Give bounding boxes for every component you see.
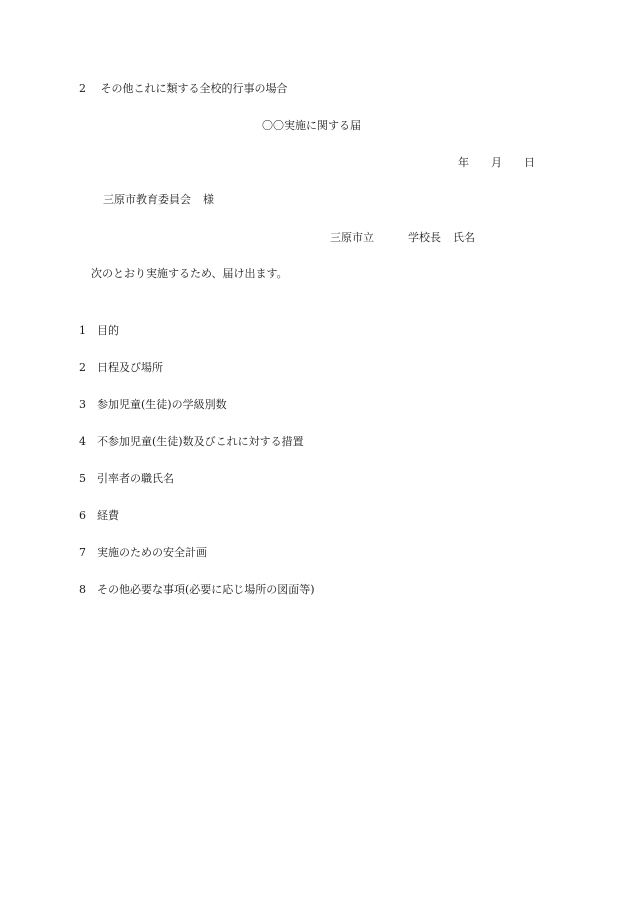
list-item-number: 4 (79, 435, 86, 448)
list-item (79, 546, 207, 560)
intro-text: 次のとおり実施するため、届け出ます。 (91, 267, 288, 280)
list-item-text: 引率者の職氏名 (97, 472, 174, 485)
addressee (103, 193, 214, 207)
date-year-label: 年 (458, 156, 469, 169)
list-item-number: 1 (79, 324, 86, 337)
list-item-text: 参加児童(生徒)の学級別数 (97, 398, 227, 411)
sender-title: 学校長 (408, 231, 441, 244)
list-item-number: 2 (79, 361, 86, 374)
date-line (458, 156, 535, 170)
list-item-text: その他必要な事項(必要に応じ場所の図面等) (97, 583, 315, 596)
list-item-number: 3 (79, 398, 86, 411)
list-item-number: 6 (79, 509, 86, 522)
date-month-label: 月 (491, 156, 502, 169)
list-item-text: 経費 (97, 509, 119, 522)
list-item-text: 不参加児童(生徒)数及びこれに対する措置 (97, 435, 304, 448)
list-item-text: 実施のための安全計画 (97, 546, 207, 559)
sender (330, 231, 475, 245)
list-item-number: 8 (79, 583, 86, 596)
list-item (79, 361, 163, 375)
section-heading (79, 82, 288, 96)
list-item (79, 435, 304, 449)
list-item-number: 7 (79, 546, 86, 559)
form-title: 〇〇実施に関する届 (262, 119, 361, 132)
list-item (79, 509, 119, 523)
list-item (79, 472, 174, 486)
addressee-honorific: 様 (203, 193, 214, 206)
sender-name-label: 氏名 (453, 231, 475, 244)
section-heading-text: その他これに類する全校的行事の場合 (100, 82, 288, 95)
list-item-number: 5 (79, 472, 86, 485)
list-item-text: 目的 (97, 324, 119, 337)
list-item (79, 324, 119, 338)
section-heading-number: 2 (79, 82, 86, 95)
addressee-name: 三原市教育委員会 (103, 193, 191, 206)
list-item-text: 日程及び場所 (97, 361, 163, 374)
date-day-label: 日 (524, 156, 535, 169)
list-item (79, 398, 227, 412)
list-item (79, 583, 315, 597)
sender-city-school: 三原市立 (330, 231, 374, 244)
